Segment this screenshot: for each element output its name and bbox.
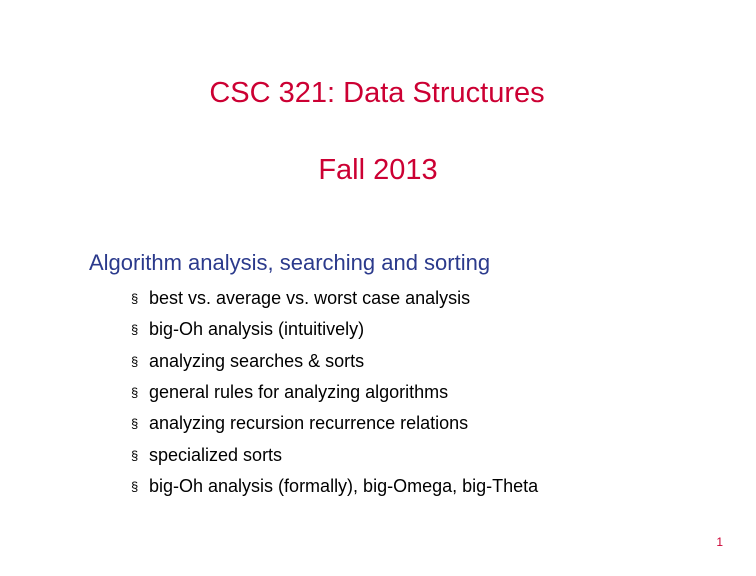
bullet-text: analyzing recursion recurrence relations [149,413,469,434]
bullet-marker-icon: § [131,447,139,463]
section-heading: Algorithm analysis, searching and sorting [89,250,491,275]
bullet-text: analyzing searches & sorts [149,350,365,371]
page-number: 1 [716,535,723,549]
bullet-item [131,314,538,345]
bullet-item [131,346,538,377]
bullet-text: specialized sorts [149,444,283,465]
bullet-item [131,408,538,439]
bullet-marker-icon: § [131,353,139,369]
bullet-text: best vs. average vs. worst case analysis [149,288,471,309]
bullet-marker-icon: § [131,322,139,338]
bullet-item [131,283,538,314]
slide-title: CSC 321: Data Structures [209,77,545,109]
slide-subtitle: Fall 2013 [318,154,438,186]
bullet-marker-icon: § [131,291,139,307]
bullet-text: general rules for analyzing algorithms [149,382,449,403]
bullet-item [131,377,538,408]
bullet-list [131,283,538,502]
bullet-marker-icon: § [131,385,139,401]
bullet-item [131,439,538,470]
bullet-marker-icon: § [131,416,139,432]
bullet-text: big-Oh analysis (formally), big-Omega, big-Theta [149,475,539,496]
bullet-text: big-Oh analysis (intuitively) [149,319,365,340]
bullet-item [131,471,538,502]
bullet-marker-icon: § [131,478,139,494]
